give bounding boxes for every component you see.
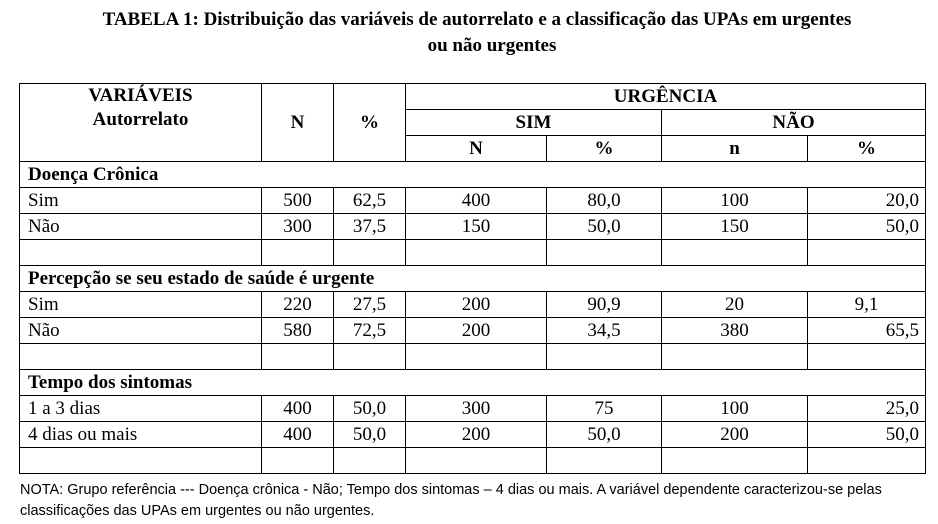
- header-N: N: [262, 84, 334, 162]
- empty-cell: [20, 240, 262, 266]
- empty-cell: [547, 344, 662, 370]
- cell-nao-n: 380: [662, 318, 808, 344]
- cell-pct: 27,5: [334, 292, 406, 318]
- table-row: [20, 292, 926, 318]
- empty-cell: [808, 344, 926, 370]
- section-title: Doença Crônica: [20, 162, 926, 188]
- cell-N: 400: [262, 422, 334, 448]
- cell-sim-pct: 34,5: [547, 318, 662, 344]
- table-title: [0, 7, 938, 59]
- table-note: NOTA: Grupo referência --- Doença crônica - Não; Tempo dos sintomas – 4 dias ou mais. A variável dependente caracterizou-se pelas classificações das UPAs em urgentes ou não urgentes.: [20, 482, 882, 519]
- header-variaveis-label: VARIÁVEIS: [88, 85, 193, 106]
- header-sim-n: N: [406, 136, 547, 162]
- cell-pct: 37,5: [334, 214, 406, 240]
- section-row: [20, 370, 926, 396]
- cell-sim-pct: 75: [547, 396, 662, 422]
- row-label: Sim: [20, 188, 262, 214]
- empty-cell: [334, 344, 406, 370]
- cell-sim-n: 200: [406, 318, 547, 344]
- empty-cell: [808, 448, 926, 474]
- cell-sim-pct: 50,0: [547, 214, 662, 240]
- empty-cell: [808, 240, 926, 266]
- table-row: [20, 396, 926, 422]
- cell-sim-n: 200: [406, 292, 547, 318]
- header-autorrelato-label: Autorrelato: [92, 109, 189, 130]
- section-row: [20, 266, 926, 292]
- data-table: [19, 83, 926, 474]
- empty-cell: [547, 240, 662, 266]
- cell-nao-pct: 50,0: [808, 422, 926, 448]
- cell-sim-n: 400: [406, 188, 547, 214]
- header-nao-n: n: [662, 136, 808, 162]
- empty-row: [20, 448, 926, 474]
- cell-sim-pct: 80,0: [547, 188, 662, 214]
- cell-N: 580: [262, 318, 334, 344]
- cell-nao-pct: 25,0: [808, 396, 926, 422]
- cell-pct: 62,5: [334, 188, 406, 214]
- row-label: Não: [20, 318, 262, 344]
- row-label: Sim: [20, 292, 262, 318]
- header-variaveis: [20, 84, 262, 162]
- empty-cell: [662, 240, 808, 266]
- empty-cell: [406, 448, 547, 474]
- row-label: 1 a 3 dias: [20, 396, 262, 422]
- table-row: [20, 188, 926, 214]
- cell-sim-n: 300: [406, 396, 547, 422]
- cell-sim-n: 200: [406, 422, 547, 448]
- header-sim: SIM: [406, 110, 662, 136]
- table-title-line-2: ou não urgentes: [427, 35, 557, 56]
- table-row: [20, 214, 926, 240]
- row-label: Não: [20, 214, 262, 240]
- empty-cell: [662, 448, 808, 474]
- cell-pct: 50,0: [334, 396, 406, 422]
- cell-N: 220: [262, 292, 334, 318]
- empty-row: [20, 240, 926, 266]
- empty-cell: [334, 448, 406, 474]
- table-title-line-1: TABELA 1: Distribuição das variáveis de autorrelato e a classificação das UPAs em urgentes: [102, 9, 852, 30]
- table-row: [20, 318, 926, 344]
- cell-sim-pct: 50,0: [547, 422, 662, 448]
- section-title: Tempo dos sintomas: [20, 370, 926, 396]
- header-pct: %: [334, 84, 406, 162]
- empty-cell: [406, 344, 547, 370]
- cell-nao-n: 200: [662, 422, 808, 448]
- cell-nao-pct: 20,0: [808, 188, 926, 214]
- cell-sim-n: 150: [406, 214, 547, 240]
- cell-nao-n: 150: [662, 214, 808, 240]
- empty-cell: [406, 240, 547, 266]
- empty-cell: [547, 448, 662, 474]
- row-label: 4 dias ou mais: [20, 422, 262, 448]
- empty-cell: [662, 344, 808, 370]
- empty-row: [20, 344, 926, 370]
- cell-sim-pct: 90,9: [547, 292, 662, 318]
- header-nao: NÃO: [662, 110, 926, 136]
- header-urgencia: URGÊNCIA: [406, 84, 926, 110]
- empty-cell: [20, 448, 262, 474]
- cell-N: 300: [262, 214, 334, 240]
- cell-pct: 50,0: [334, 422, 406, 448]
- empty-cell: [334, 240, 406, 266]
- empty-cell: [262, 448, 334, 474]
- empty-cell: [20, 344, 262, 370]
- cell-nao-n: 20: [662, 292, 808, 318]
- empty-cell: [262, 240, 334, 266]
- table-row: [20, 422, 926, 448]
- cell-N: 500: [262, 188, 334, 214]
- header-row-1: [20, 84, 926, 110]
- cell-pct: 72,5: [334, 318, 406, 344]
- cell-nao-pct: 50,0: [808, 214, 926, 240]
- cell-nao-n: 100: [662, 396, 808, 422]
- cell-nao-n: 100: [662, 188, 808, 214]
- empty-cell: [262, 344, 334, 370]
- cell-nao-pct: 9,1: [808, 292, 926, 318]
- header-sim-pct: %: [547, 136, 662, 162]
- header-nao-pct: %: [808, 136, 926, 162]
- cell-nao-pct: 65,5: [808, 318, 926, 344]
- section-row: [20, 162, 926, 188]
- section-title: Percepção se seu estado de saúde é urgente: [20, 266, 926, 292]
- cell-N: 400: [262, 396, 334, 422]
